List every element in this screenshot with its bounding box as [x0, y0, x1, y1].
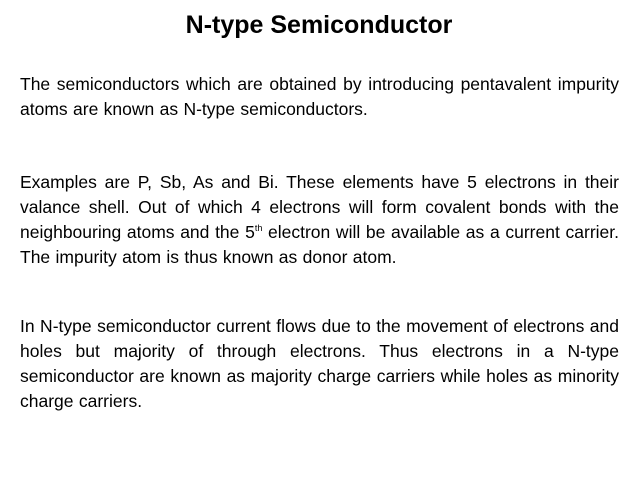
examples-text-part1: Examples are P, Sb, As and Bi. These elements have 5 electrons in their valance shell. Out of which 4 electrons will form covalent bonds with the neighbouring atoms and the 5 — [20, 172, 619, 242]
definition-paragraph: The semiconductors which are obtained by introducing pentavalent impurity atoms are known as N-type semiconductors. — [20, 74, 619, 119]
examples-paragraph — [20, 170, 619, 270]
current-flow-paragraph: In N-type semiconductor current flows due to the movement of electrons and holes but majority of through electrons. Thus electrons in a N-type semiconductor are known as majority charge carriers while holes as minority charge carriers. — [20, 316, 619, 411]
examples-text-part2: electron will be available as a current carrier. The impurity atom is thus known as donor atom. — [20, 222, 619, 267]
ordinal-superscript: th — [254, 223, 263, 233]
slide-title: N-type Semiconductor — [185, 11, 453, 39]
